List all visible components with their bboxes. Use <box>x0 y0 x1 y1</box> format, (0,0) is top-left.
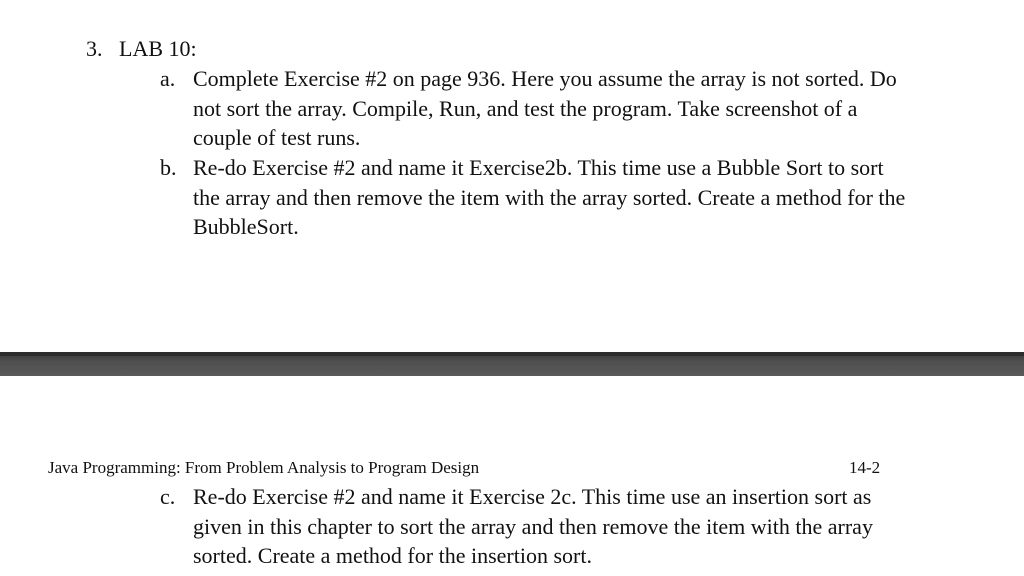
sub-item-a-text <box>193 64 993 153</box>
sub-item-b-line-2: the array and then remove the item with the array sorted. Create a method for the <box>193 184 906 210</box>
page-separator <box>0 352 1024 376</box>
document-page-bottom <box>0 376 1024 576</box>
page-separator-shadow <box>0 352 1024 356</box>
sub-item-a-letter: a. <box>160 66 176 91</box>
sub-item-a-line-2: not sort the array. Compile, Run, and test the program. Take screenshot of a <box>193 95 858 121</box>
list-item-number: 3. <box>86 36 103 61</box>
sub-item-a-line-1: Complete Exercise #2 on page 936. Here you assume the array is not sorted. Do <box>193 66 897 91</box>
sub-item-a-line-3: couple of test runs. <box>193 125 361 150</box>
list-item-title: LAB 10: <box>119 36 197 61</box>
footer-page-number: 14-2 <box>849 458 881 477</box>
sub-item-c-line-3: sorted. Create a method for the insertion sort. <box>193 543 592 568</box>
sub-item-b-line-1: Re-do Exercise #2 and name it Exercise2b. This time use a Bubble Sort to sort <box>193 155 884 180</box>
sub-item-b-line-3: BubbleSort. <box>193 214 299 239</box>
sub-item-b-text <box>193 153 993 242</box>
sub-item-c-letter: c. <box>160 484 176 509</box>
sub-item-c-text <box>193 482 993 571</box>
sub-item-c-line-1: Re-do Exercise #2 and name it Exercise 2c. This time use an insertion sort as <box>193 484 872 509</box>
footer-book-title: Java Programming: From Problem Analysis to Program Design <box>48 458 480 477</box>
sub-item-b-letter: b. <box>160 155 177 180</box>
sub-item-c-line-2: given in this chapter to sort the array and then remove the item with the array <box>193 513 873 539</box>
